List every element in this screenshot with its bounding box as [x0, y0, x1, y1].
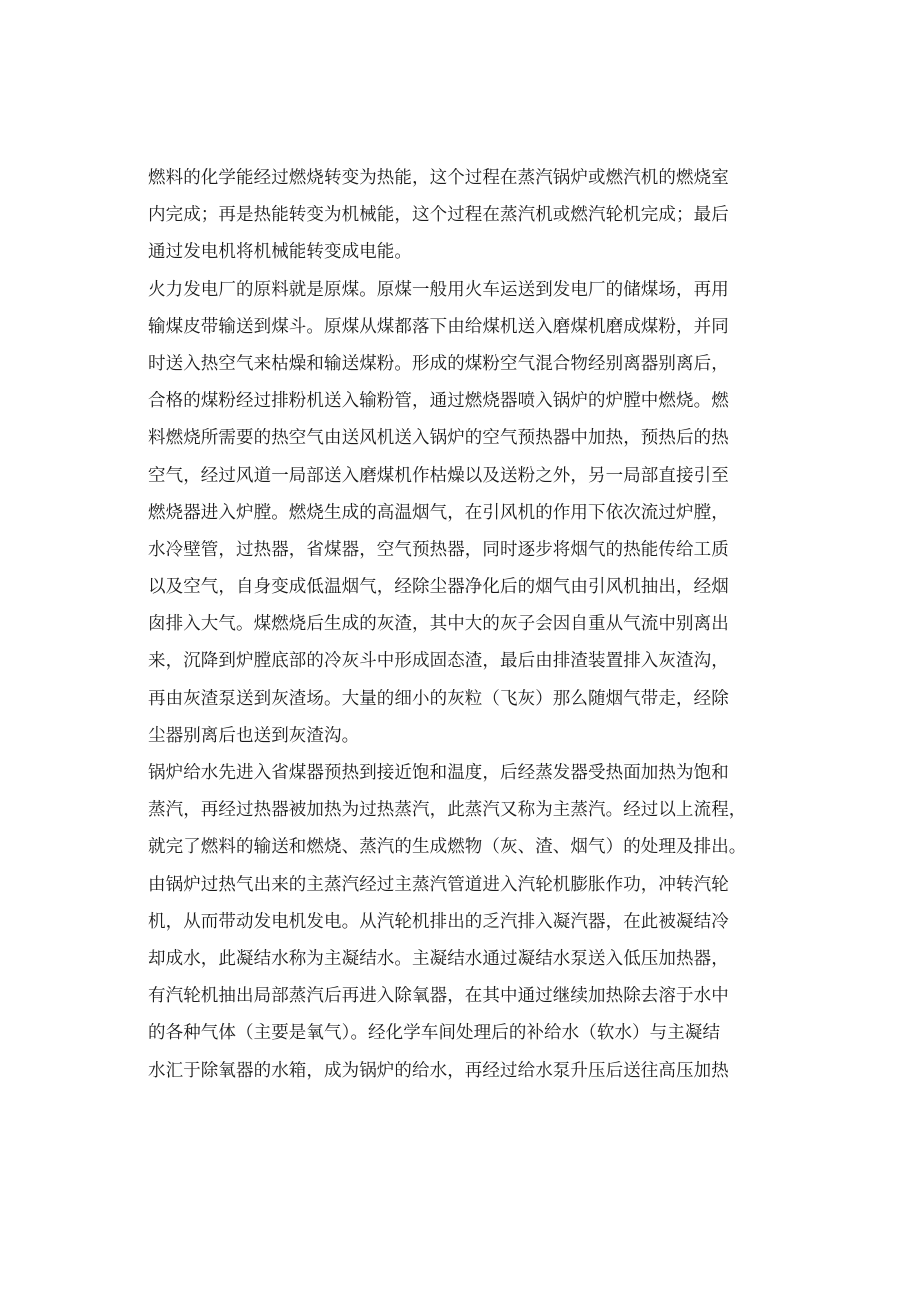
- document-body: [148, 160, 778, 1090]
- text-line: 却成水，此凝结水称为主凝结水。主凝结水通过凝结水泵送入低压加热器，: [148, 948, 729, 969]
- text-line: 料燃烧所需要的热空气由送风机送入锅炉的空气预热器中加热，预热后的热: [148, 428, 729, 449]
- text-line: 以及空气，自身变成低温烟气，经除尘器净化后的烟气由引风机抽出，经烟: [148, 577, 729, 598]
- text-line: 火力发电厂的原料就是原煤。原煤一般用火车运送到发电厂的储煤场，再用: [148, 279, 729, 300]
- text-line: 的各种气体（主要是氧气）。经化学车间处理后的补给水（软水）与主凝结: [148, 1023, 721, 1044]
- text-line: 锅炉给水先进入省煤器预热到接近饱和温度，后经蒸发器受热面加热为饱和: [148, 763, 729, 783]
- text-line: 再由灰渣泵送到灰渣场。大量的细小的灰粒（飞灰）那么随烟气带走，经除: [148, 688, 729, 709]
- text-line: 内完成；再是热能转变为机械能，这个过程在蒸汽机或燃汽轮机完成；最后: [148, 205, 729, 226]
- text-line: 燃料的化学能经过燃烧转变为热能，这个过程在蒸汽锅炉或燃汽机的燃烧室: [148, 168, 729, 188]
- text-line: 由锅炉过热气出来的主蒸汽经过主蒸汽管道进入汽轮机膨胀作功，冲转汽轮: [148, 874, 729, 895]
- text-line: 水汇于除氧器的水箱，成为锅炉的给水，再经过给水泵升压后送往高压加热: [148, 1060, 729, 1081]
- text-line: 有汽轮机抽出局部蒸汽后再进入除氧器，在其中通过继续加热除去溶于水中: [148, 986, 729, 1007]
- text-line: 合格的煤粉经过排粉机送入输粉管，通过燃烧器喷入锅炉的炉膛中燃烧。燃: [148, 391, 729, 412]
- text-line: 就完了燃料的输送和燃烧、蒸汽的生成燃物（灰、渣、烟气）的处理及排出。: [148, 837, 747, 858]
- text-line: 尘器别离后也送到灰渣沟。: [148, 725, 360, 746]
- text-line: 通过发电机将机械能转变成电能。: [148, 242, 412, 263]
- text-line: 囱排入大气。煤燃烧后生成的灰渣，其中大的灰子会因自重从气流中别离出: [148, 614, 729, 635]
- text-line: 空气，经过风道一局部送入磨煤机作枯燥以及送粉之外，另一局部直接引至: [148, 465, 729, 486]
- text-line: 时送入热空气来枯燥和输送煤粉。形成的煤粉空气混合物经别离器别离后，: [148, 353, 729, 374]
- text-line: 蒸汽，再经过热器被加热为过热蒸汽，此蒸汽又称为主蒸汽。经过以上流程，: [148, 800, 747, 821]
- text-line: 输煤皮带输送到煤斗。原煤从煤都落下由给煤机送入磨煤机磨成煤粉，并同: [148, 316, 729, 337]
- text-line: 水冷壁管，过热器，省煤器，空气预热器，同时逐步将烟气的热能传给工质: [148, 539, 729, 560]
- text-line: 来，沉降到炉膛底部的冷灰斗中形成固态渣，最后由排渣装置排入灰渣沟，: [148, 651, 729, 672]
- text-line: 燃烧器进入炉膛。燃烧生成的高温烟气，在引风机的作用下依次流过炉膛，: [148, 502, 729, 523]
- text-line: 机，从而带动发电机发电。从汽轮机排出的乏汽排入凝汽器，在此被凝结冷: [148, 911, 729, 932]
